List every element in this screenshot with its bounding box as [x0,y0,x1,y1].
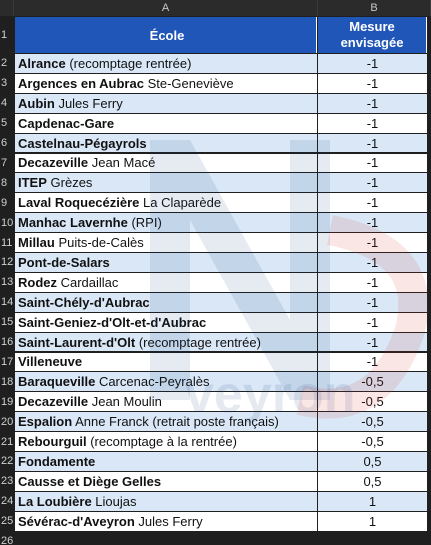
row-number[interactable]: 10 [0,213,14,232]
school-cell[interactable] [15,432,317,451]
school-name: Saint-Chély-d'Aubrac [18,294,150,310]
row-number[interactable]: 7 [0,154,14,173]
school-detail: Grèzes [46,175,93,191]
row-number[interactable]: 18 [0,372,14,391]
row-number[interactable]: 24 [0,492,14,511]
row-number[interactable]: 23 [0,472,14,491]
measure-cell[interactable]: -0,5 [318,372,427,391]
school-detail: (RPI) [127,215,162,231]
measure-cell[interactable]: -1 [318,193,427,212]
school-cell[interactable] [15,452,317,471]
header-measure-line2: envisagée [340,35,404,50]
school-name: Rodez [18,274,57,290]
measure-cell[interactable]: -1 [318,74,427,93]
measure-cell[interactable]: -1 [318,273,427,292]
school-name: Rebourguil [18,434,87,450]
row-number[interactable]: 25 [0,512,14,531]
school-cell[interactable] [15,74,317,93]
measure-cell[interactable]: 0,5 [318,472,427,491]
measure-cell[interactable]: -1 [318,173,427,192]
school-cell[interactable] [15,512,317,531]
school-cell[interactable] [15,134,317,153]
measure-cell[interactable]: -0,5 [318,432,427,451]
school-detail: Jules Ferry [54,95,123,111]
column-header-b[interactable]: B [318,0,431,16]
measure-cell[interactable]: 1 [318,512,427,531]
header-measure[interactable] [318,17,427,53]
school-name: Espalion [18,414,73,430]
school-name: Laval Roquecézière [18,195,140,211]
school-cell[interactable] [15,492,317,511]
row-number[interactable]: 9 [0,193,14,212]
school-name: Villeneuve [18,354,83,370]
measure-cell[interactable]: -0,5 [318,392,427,411]
row-number[interactable]: 20 [0,412,14,431]
measure-cell[interactable]: -1 [318,353,427,372]
row-number[interactable]: 19 [0,392,14,411]
column-header-bar [0,0,431,16]
row-number[interactable]: 22 [0,452,14,471]
measure-cell[interactable]: -1 [318,253,427,272]
school-name: Saint-Geniez-d'Olt-et-d'Aubrac [18,314,207,330]
school-cell[interactable] [15,173,317,192]
school-cell[interactable] [15,54,317,73]
measure-cell[interactable]: 0,5 [318,452,427,471]
school-name: Manhac Lavernhe [18,215,128,231]
school-name: Alrance [18,55,66,71]
school-cell[interactable] [15,392,317,411]
column-header-a[interactable]: A [14,0,318,16]
row-number[interactable]: 12 [0,253,14,272]
measure-cell[interactable]: -1 [318,213,427,232]
school-detail: Jean Moulin [88,394,162,410]
row-number[interactable]: 3 [0,74,14,93]
row-number[interactable]: 2 [0,54,14,73]
school-cell[interactable] [15,313,317,332]
school-name: Decazeville [18,394,89,410]
row-number[interactable]: 1 [0,17,14,53]
measure-cell[interactable]: -1 [318,54,427,73]
school-detail: Jules Ferry [134,513,203,529]
school-cell[interactable] [15,412,317,431]
row-number[interactable]: 14 [0,293,14,312]
school-name: Pont-de-Salars [18,254,110,270]
measure-cell[interactable]: 1 [318,492,427,511]
header-measure-line1: Mesure [349,19,395,34]
measure-cell[interactable]: -1 [318,134,427,153]
row-number[interactable]: 16 [0,333,14,352]
school-name: ITEP [18,175,47,191]
measure-cell[interactable]: -1 [318,154,427,173]
measure-cell[interactable]: -1 [318,94,427,113]
school-name: Causse et Diège Gelles [18,473,162,489]
school-cell[interactable] [15,353,317,372]
school-detail: Ste-Geneviève [143,75,234,91]
school-name: Argences en Aubrac [18,75,144,91]
school-cell[interactable] [15,193,317,212]
school-name: Saint-Laurent-d'Olt [18,334,136,350]
school-detail: Puits-de-Calès [54,235,144,251]
row-number[interactable]: 21 [0,432,14,451]
school-detail: (recomptage à la rentrée) [86,434,237,450]
school-name: Sévérac-d'Aveyron [18,513,135,529]
school-name: Aubin [18,95,55,111]
school-cell[interactable] [15,233,317,252]
school-cell[interactable] [15,154,317,173]
measure-cell[interactable]: -1 [318,293,427,312]
measure-cell[interactable]: -1 [318,114,427,133]
select-all-corner[interactable] [0,0,14,16]
school-name: Capdenac-Gare [18,115,115,131]
row-number[interactable]: 15 [0,313,14,332]
row-number[interactable]: 13 [0,273,14,292]
school-detail: Anne Franck (retrait poste français) [72,414,279,430]
school-cell[interactable] [15,293,317,312]
row-number[interactable]: 26 [0,532,14,545]
school-detail: Cardaillac [57,274,119,290]
row-number[interactable]: 4 [0,94,14,113]
school-cell[interactable] [15,472,317,491]
school-cell[interactable] [15,372,317,391]
school-cell[interactable] [15,213,317,232]
header-school[interactable]: École [15,17,317,53]
school-name: Decazeville [18,155,89,171]
school-detail: Lioujas [91,493,137,509]
school-name: La Loubière [18,493,92,509]
school-cell[interactable] [15,114,317,133]
row-number[interactable]: 5 [0,114,14,133]
school-detail: Jean Macé [88,155,156,171]
measure-cell[interactable]: -1 [318,333,427,352]
school-detail: La Claparède [139,195,222,211]
school-name: Baraqueville [18,374,96,390]
school-cell[interactable] [15,94,317,113]
school-cell[interactable] [15,273,317,292]
measure-cell[interactable]: -1 [318,233,427,252]
school-detail: (recomptage rentrée) [135,334,261,350]
school-name: Castelnau-Pégayrols [18,135,147,151]
school-cell[interactable] [15,333,317,352]
row-number[interactable]: 17 [0,353,14,372]
row-number[interactable]: 8 [0,173,14,192]
school-detail: Carcenac-Peyralès [95,374,210,390]
school-name: Fondamente [18,453,96,469]
row-number[interactable]: 6 [0,134,14,153]
school-cell[interactable] [15,253,317,272]
row-number[interactable]: 11 [0,233,14,252]
school-name: Millau [18,235,55,251]
school-detail: (recomptage rentrée) [65,55,192,71]
measure-cell[interactable]: -1 [318,313,427,332]
measure-cell[interactable]: -0,5 [318,412,427,431]
